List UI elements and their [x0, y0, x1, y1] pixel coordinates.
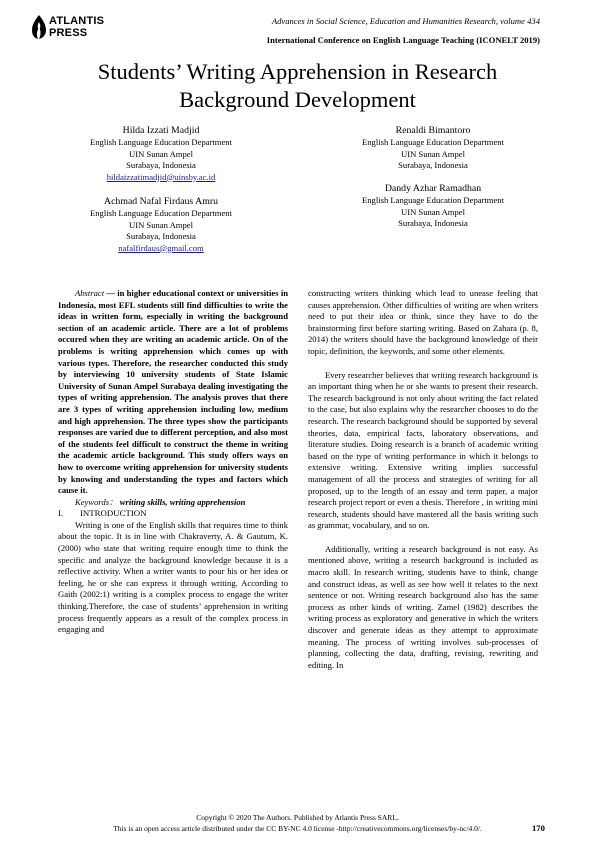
abstract-text: in higher educational context or universities in Indonesia, most EFL students still find difficulties to write the ideas in written form, especially in writing the background section of an academic article. There are a lot of problems occured when they are writing an academic article. On of the problems is writing apprehension which comes up with various types. Therefore, the researcher conducted this study by interviewing 10 university students of State Islamic University of Sunan Ampel Surabaya dealing investigating the types of writing apprehension. The analysis proves that there are 3 types of writing apprehension including low, medium and high apprehension. The three types show the participants responses are varied due to different perception, and also most of the students feel difficult to construct the theme in writing the academic article background. This study offers ways on how to overcome writing apprehension for university students by knowing and understanding the types and factors which cause it.: [58, 288, 288, 496]
author-name: Dandy Azhar Ramadhan: [384, 183, 482, 194]
paragraph: Additionally, writing a research background is not easy. As mentioned above, writing a research background is included as macro skill. In research writing, students have to think, change and construct ideas, as well as see how well it relates to the next sentence or not. Writing research background also has the same process as other kinds of writing. Zamel (1982) describes the writing process as exploratory and generative in which the writers discover and generate ideas as they attempt to approximate meaning. The process of writing involves sub-processes of planning, collecting the data, drafting, revising, rewriting and editing. In: [308, 543, 538, 670]
author-institution: UIN Sunan Ampel: [401, 148, 465, 159]
author-department: English Language Education Department: [90, 137, 232, 147]
author-department: English Language Education Department: [362, 195, 504, 205]
section-number: I.: [58, 508, 64, 519]
author-block: [36, 195, 286, 254]
paragraph: Every researcher believes that writing research background is an important thing when he or she wants to present their research. The research background is not only about writing the fact related to the case, but also explains why the researcher chooses to do the research. The research background should be supported by several theories, data, empirical facts, laboratory observations, and literature studies. Doing research is a branch of academic writing based on the type of writing performance in which it belongs to extensive writing. Extensive writing implies successful management of all the process and strategies of writing for all proposed, up to the length of an essay and term paper, a major research project report or even a thesis. Therefore , in writing mini research, students should have mastered all the basis writing such as grammar, vocabulary, and so on.: [308, 369, 538, 531]
atlantis-press-logo: [30, 14, 110, 42]
right-column: [308, 288, 538, 671]
author-name: Renaldi Bimantoro: [395, 125, 471, 136]
left-column: [58, 288, 288, 636]
abstract-label: Abstract: [75, 288, 105, 298]
author-institution: UIN Sunan Ampel: [401, 206, 465, 217]
logo-line-1: ATLANTIS: [49, 15, 105, 27]
venue-series: Advances in Social Science, Education and Humanities Research, volume 434: [271, 16, 540, 26]
keywords-text: writing skills, writing apprehension: [117, 496, 246, 507]
author-block: [308, 182, 558, 230]
logo-line-2: PRESS: [49, 27, 88, 39]
author-location: Surabaya, Indonesia: [398, 218, 468, 228]
author-department: English Language Education Department: [90, 208, 232, 218]
conference-name: International Conference on English Language Teaching (ICONELT 2019): [266, 35, 540, 45]
author-block: [308, 124, 558, 172]
author-block: [36, 124, 286, 183]
section-title: INTRODUCTION: [80, 508, 147, 519]
page-number: 170: [532, 823, 545, 833]
author-name: Hilda Izzati Madjid: [122, 125, 200, 136]
author-institution: UIN Sunan Ampel: [129, 219, 193, 230]
abstract-dash: —: [104, 288, 118, 298]
paragraph: Writing is one of the English skills that requires time to think about the topic. It is in line with Chakraverty, A. & Gautum, K. (2000) who state that writing require enough time to think the specific and analyze the background knowledge because it is a reflective activity. When a writer wants to pour his or her idea or feeling, he or she can express it through writing. According to Gaith (2002:1) writing is a complex process to engage the writer thinking.Therefore, the case of students’ apprehension in writing process frequently appears as a result of the complex process in engaging and: [58, 519, 288, 635]
keywords-label: Keywords：: [75, 496, 118, 507]
paragraph: constructing writers thinking which lead to unease feeling that causes apprehension. Other difficulties of writing are when writers need to put their idea or think, since they have to do the brainstorming first before starting writing. Based on Zahara (p. 8, 2014) the writers should have the background knowledge of their topic, definition, the keywords, and some other elements.: [308, 288, 538, 356]
abstract: [58, 288, 288, 497]
footer-copyright: Copyright © 2020 The Authors. Published by Atlantis Press SARL.: [196, 813, 399, 822]
atlantis-logo-icon: [30, 14, 48, 40]
author-location: Surabaya, Indonesia: [398, 160, 468, 170]
paper-title: [40, 58, 555, 114]
keywords: [58, 497, 288, 509]
author-name: Achmad Nafal Firdaus Amru: [104, 196, 218, 207]
author-department: English Language Education Department: [362, 137, 504, 147]
author-email-link[interactable]: hildaizzatimadjid@uinsby.ac.id: [106, 171, 216, 182]
author-location: Surabaya, Indonesia: [126, 231, 196, 241]
author-email-link[interactable]: nafalfirdaus@gmail.com: [118, 242, 204, 253]
author-location: Surabaya, Indonesia: [126, 160, 196, 170]
title-line-2: Background Development: [179, 87, 416, 112]
title-line-1: Students’ Writing Apprehension in Research: [97, 59, 498, 84]
section-heading-introduction: [58, 508, 288, 520]
footer-license: This is an open access article distributed under the CC BY-NC 4.0 license -http://creativecommons.org/licenses/by-nc/4.0/.: [113, 824, 482, 833]
author-institution: UIN Sunan Ampel: [129, 148, 193, 159]
